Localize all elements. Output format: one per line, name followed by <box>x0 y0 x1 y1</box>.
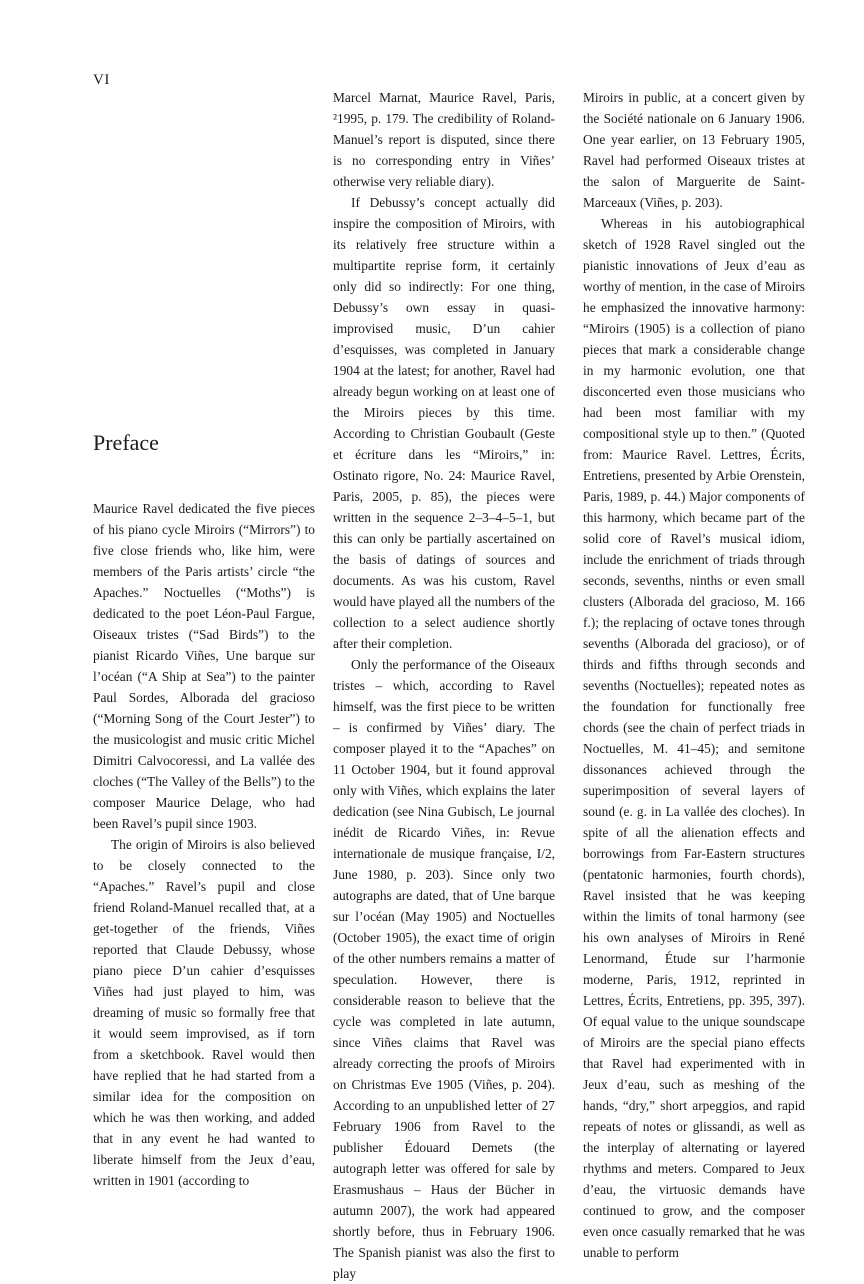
page-number: VI <box>93 72 110 88</box>
text-column-3 <box>583 87 805 1263</box>
paragraph: Marcel Marnat, Maurice Ravel, Paris, ²1995, p. 179. The credibility of Roland-Manuel’s report is disputed, since there is no corresponding entry in Viñes’ otherwise very reliable diary). <box>333 90 555 189</box>
paragraph: Only the performance of the Oiseaux tristes – which, according to Ravel himself, was the first piece to be written – is confirmed by Viñes’ diary. The composer played it to the “Apaches” on 11 October 1904, but it found approval only with Viñes, which explains the later dedication (see Nina Gubisch, Le journal inédit de Ricardo Viñes, in: Revue internationale de musique française, I/2, June 1980, p. 203). Since only two autographs are dated, that of Une barque sur l’océan (May 1905) and Noctuelles (October 1905), the exact time of origin of the other numbers remains a matter of speculation. However, there is considerable reason to believe that the cycle was completed in late autumn, since Viñes claims that Ravel was already correcting the proofs of Miroirs on Christmas Eve 1905 (Viñes, p. 204). According to an unpublished letter of 27 February 1906 from Ravel to the publisher Édouard Demets (the autograph letter was offered for sale by Erasmushaus – Haus der Bücher in autumn 2007), the work had appeared shortly before, thus in February 1906. The Spanish pianist was also the first to play <box>333 657 555 1281</box>
paragraph: If Debussy’s concept actually did inspire the composition of Miroirs, with its relatively free structure within a multipartite reprise form, it certainly only did so indirectly: For one thing, Debussy’s own essay in quasi-improvised music, D’un cahier d’esquisses, was completed in January 1904 at the latest; for another, Ravel had already begun working on at least one of the Miroirs pieces by this time. According to Christian Goubault (Geste et écriture dans les “Miroirs,” in: Ostinato rigore, No. 24: Maurice Ravel, Paris, 2005, p. 85), the pieces were written in the sequence 2–3–4–5–1, but this can only be partially ascertained on the basis of datings of sources and documents. As was his custom, Ravel would have played all the numbers of the collection to a select audience shortly after their completion. <box>333 195 555 651</box>
text-column-2 <box>333 87 555 1284</box>
text-column-1 <box>93 498 315 1191</box>
paragraph: Miroirs in public, at a concert given by the Société nationale on 6 January 1906. One year earlier, on 13 February 1905, Ravel had performed Oiseaux tristes at the salon of Marguerite de Saint-Marceaux (Viñes, p. 203). <box>583 90 805 210</box>
section-heading: Preface <box>93 430 159 455</box>
paragraph: The origin of Miroirs is also believed to be closely connected to the “Apaches.” Ravel’s pupil and close friend Roland-Manuel recalled that, at a get-together of the friends, Viñes reported that Claude Debussy, whose piano piece D’un cahier d’esquisses Viñes had just played to him, was dreaming of music so formally free that it would seem improvised, as if torn from a sketchbook. Ravel would then have replied that he had started from a similar idea for the composition on which he was then working, and added that in any event he had wanted to liberate himself from the Jeux d’eau, written in 1901 (according to <box>93 837 315 1188</box>
paragraph: Whereas in his autobiographical sketch of 1928 Ravel singled out the pianistic innovations of Jeux d’eau as worthy of mention, in the case of Miroirs he emphasized the innovative harmony: “Miroirs (1905) is a collection of piano pieces that mark a considerable change in my harmonic evolution, one that disconcerted even those musicians who had been most familiar with my compositional style up to then.” (Quoted from: Maurice Ravel. Lettres, Écrits, Entretiens, presented by Arbie Orenstein, Paris, 1989, p. 44.) Major components of this harmony, which became part of the solid core of Ravel’s musical idiom, include the enrichment of triads through seconds, sevenths, ninths or even small clusters (Alborada del gracioso, M. 166 f.); the replacing of octave tones through sevenths (Alborada del gracioso), or of thirds and fifths through seconds and sevenths (Noctuelles); repeated notes as the foundation for functionally free chords (see the chain of perfect triads in Noctuelles, M. 41–45); and semitone dissonances achieved through the superimposition of several layers of sound (e. g. in La vallée des cloches). In spite of all the alienation effects and borrowings from Far-Eastern structures (pentatonic harmonies, fourth chords), Ravel insisted that he was keeping within the limits of tonal harmony (see his own analyses of Miroirs in René Lenormand, Étude sur l’harmonie moderne, Paris, 1912, reprinted in Lettres, Écrits, Entretiens, pp. 395, 397). Of equal value to the unique soundscape of Miroirs are the special piano effects that Ravel had experimented with in Jeux d’eau, such as meshing of the hands, “dry,” short arpeggios, and rapid repeats of notes or glissandi, as well as the interplay of alternating or layered rhythms and meters. Compared to Jeux d’eau, the virtuosic demands have continued to grow, and the composer even once casually remarked that he was unable to perform <box>583 216 805 1260</box>
paragraph: Maurice Ravel dedicated the five pieces of his piano cycle Miroirs (“Mirrors”) to five close friends who, like him, were members of the Paris artists’ circle “the Apaches.” Noctuelles (“Moths”) is dedicated to the poet Léon-Paul Fargue, Oiseaux tristes (“Sad Birds”) to the pianist Ricardo Viñes, Une barque sur l’océan (“A Ship at Sea”) to the painter Paul Sordes, Alborada del gracioso (“Morning Song of the Court Jester”) to the musicologist and music critic Michel Dimitri Calvocoressi, and La vallée des cloches (“The Valley of the Bells”) to the composer Maurice Delage, who had been Ravel’s pupil since 1903. <box>93 501 315 831</box>
